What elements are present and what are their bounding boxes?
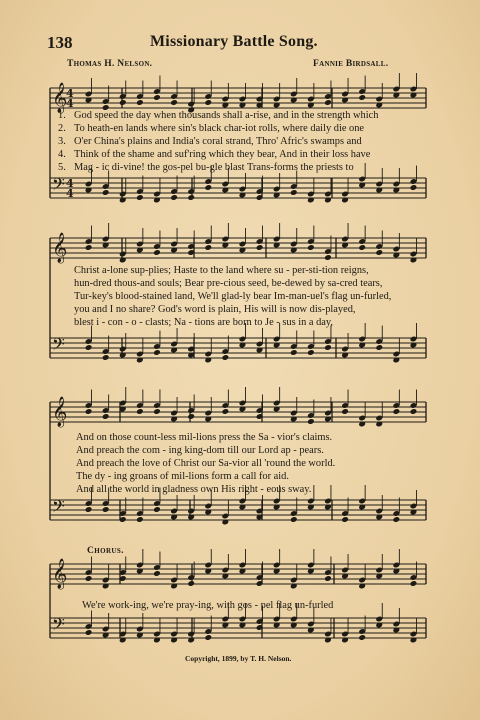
hymn-title: Missionary Battle Song. (150, 33, 318, 50)
note-head (85, 344, 93, 351)
note-head (102, 189, 110, 196)
treble-clef-icon: 𝄞 (52, 397, 68, 427)
lyric-line: We're work-ing, we're pray-ing, with gos - pel flag un-furled (82, 600, 334, 611)
note-head (204, 634, 212, 641)
note-head (324, 254, 332, 261)
lyric-line: 5. Mag - ic di-vine! the gos-pel bu-gle blast Trans-forms the priests to (58, 162, 354, 173)
note-head (136, 408, 144, 415)
words-credit: Thomas H. Nelson. (67, 59, 153, 69)
note-head (358, 634, 366, 641)
note-head (153, 506, 161, 513)
chorus-label: Chorus. (87, 546, 124, 556)
lyric-line: And all the world in gladness own His right - eous sway. (76, 484, 312, 495)
note-head (375, 344, 383, 351)
note-head (393, 516, 401, 523)
note-head (153, 570, 161, 577)
lyric-line: Christ a-lone sup-plies; Haste to the land where su - per-sti-tion reigns, (74, 265, 369, 276)
note-head (290, 349, 298, 356)
note-head (324, 99, 332, 106)
treble-clef-icon: 𝄞 (52, 559, 68, 589)
verse-block-3 (76, 431, 335, 496)
verse-number: 3. (58, 136, 66, 147)
bass-clef-icon: 𝄢 (52, 614, 65, 638)
note-head (85, 575, 93, 582)
music-credit: Fannie Birdsall. (313, 59, 389, 69)
note-head (307, 418, 315, 425)
treble-clef-icon: 𝄞 (52, 83, 68, 113)
verse-number: 1. (58, 110, 66, 121)
note-head (375, 249, 383, 256)
verse-number: 5. (58, 162, 66, 173)
lyric-line: And preach the love of Christ our Sa-vior all 'round the world. (76, 458, 336, 469)
lyric-line: 4. Think of the shame and suf'ring which they bear, And in their loss have (58, 149, 371, 160)
note-head (187, 194, 195, 201)
lyric-line: 3. O'er China's plains and India's coral strand, Thro' Afric's swamps and (58, 136, 362, 147)
note-head (187, 580, 195, 587)
bass-time-bottom: 4 (66, 187, 74, 200)
bass-time-top: 4 (66, 177, 74, 190)
lyric-line: And preach the com - ing king-dom till our Lord ap - pears. (76, 445, 324, 456)
page-number: 138 (47, 33, 73, 52)
note-head (307, 349, 315, 356)
lyric-line: The dy - ing groans of mil-lions form a call for aid. (76, 471, 289, 482)
treble-clef-icon: 𝄞 (52, 233, 68, 263)
note-head (204, 244, 212, 251)
note-head (410, 408, 418, 415)
treble-time-bottom: 4 (66, 97, 74, 110)
note-head (153, 94, 161, 101)
note-head (410, 580, 418, 587)
note-head (410, 184, 418, 191)
copyright-notice: Copyright, 1899, by T. H. Nelson. (185, 654, 292, 663)
lyric-line: 1. God speed the day when thousands shall a-rise, and in the strength which (58, 110, 379, 121)
note-head (341, 516, 349, 523)
lyric-line: 2. To heath-en lands where sin's black char-iot rolls, where daily die one (58, 123, 365, 134)
note-head (290, 189, 298, 196)
note-head (85, 629, 93, 636)
note-head (136, 194, 144, 201)
lyric-line: blest i - con - o - clasts; Na - tions are born to Je - sus in a day, (74, 317, 334, 328)
note-head (222, 354, 230, 361)
bass-clef-icon: 𝄢 (52, 496, 65, 520)
verse-block-4 (82, 599, 333, 612)
note-head (85, 408, 93, 415)
note-head (102, 413, 110, 420)
note-head (136, 516, 144, 523)
lyric-line: And on those count-less mil-lions press the Sa - vior's claims. (76, 432, 333, 443)
note-head (290, 516, 298, 523)
note-head (102, 506, 110, 513)
note-head (85, 244, 93, 251)
bass-clef-icon: 𝄢 (52, 174, 65, 198)
lyric-line: hun-dred thous-and souls; Bear pre-cious seed, be-dewed by sa-cred tears, (74, 278, 383, 289)
note-head (187, 413, 195, 420)
note-head (324, 575, 332, 582)
note-head (170, 99, 178, 106)
note-head (85, 506, 93, 513)
verse-number: 4. (58, 149, 66, 160)
note-head (358, 94, 366, 101)
note-head (393, 408, 401, 415)
note-head (153, 249, 161, 256)
verse-block-1 (58, 109, 378, 174)
lyric-line: you and I no share? God's word is plain, His will is now dis-played, (74, 304, 356, 315)
note-head (341, 408, 349, 415)
note-head (222, 408, 230, 415)
lyric-line: Tur-key's blood-stained land, We'll glad-ly bear Im-man-uel's flag un-furled, (74, 291, 392, 302)
note-head (307, 244, 315, 251)
verse-number: 2. (58, 123, 66, 134)
note-head (102, 354, 110, 361)
note-head (358, 244, 366, 251)
verse-block-2 (74, 264, 391, 329)
treble-time-top: 4 (66, 87, 74, 100)
note-head (153, 408, 161, 415)
note-head (170, 194, 178, 201)
note-head (204, 184, 212, 191)
note-head (136, 99, 144, 106)
note-head (256, 244, 264, 251)
note-head (324, 344, 332, 351)
note-head (204, 99, 212, 106)
note-head (119, 99, 127, 106)
bass-clef-icon: 𝄢 (52, 334, 65, 358)
note-head (153, 349, 161, 356)
